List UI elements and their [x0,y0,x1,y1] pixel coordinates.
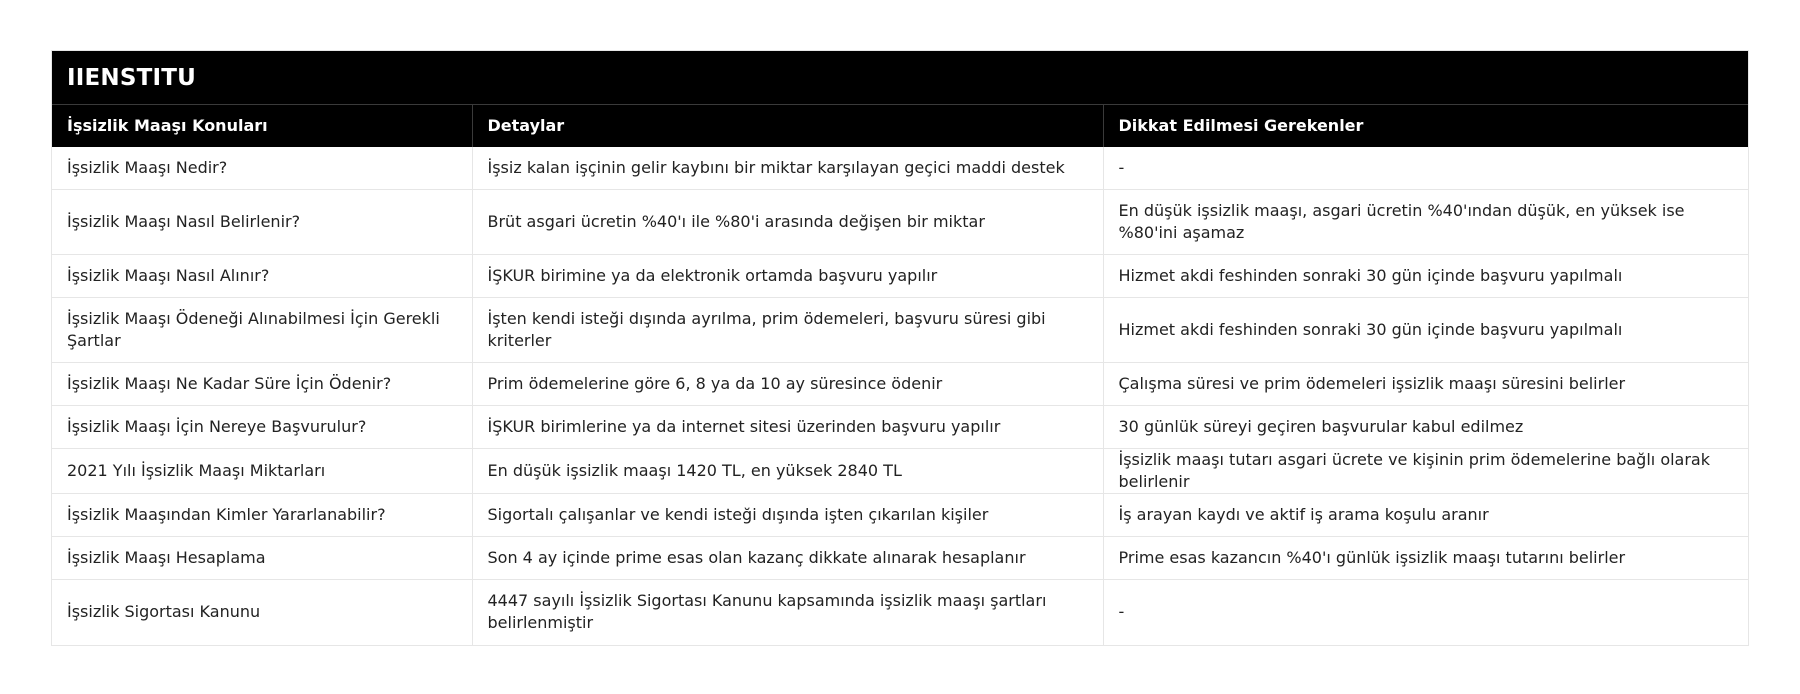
table-row [52,363,1748,406]
cell-detail: İŞKUR birimine ya da elektronik ortamda başvuru yapılır [472,255,1103,298]
cell-detail: Prim ödemelerine göre 6, 8 ya da 10 ay süresince ödenir [472,363,1103,406]
cell-topic: İşsizlik Maaşı Nedir? [52,147,472,190]
cell-note: Prime esas kazancın %40'ı günlük işsizlik maaşı tutarını belirler [1103,537,1748,580]
table-row [52,190,1748,255]
cell-note: İş arayan kaydı ve aktif iş arama koşulu aranır [1103,494,1748,537]
cell-detail: İşten kendi isteği dışında ayrılma, prim ödemeleri, başvuru süresi gibi kriterler [472,298,1103,363]
column-header-notes: Dikkat Edilmesi Gerekenler [1103,105,1748,147]
cell-detail: Brüt asgari ücretin %40'ı ile %80'i arasında değişen bir miktar [472,190,1103,255]
cell-detail: En düşük işsizlik maaşı 1420 TL, en yüksek 2840 TL [472,449,1103,494]
cell-detail: İşsiz kalan işçinin gelir kaybını bir miktar karşılayan geçici maddi destek [472,147,1103,190]
cell-detail: Son 4 ay içinde prime esas olan kazanç dikkate alınarak hesaplanır [472,537,1103,580]
cell-note: İşsizlik maaşı tutarı asgari ücrete ve kişinin prim ödemelerine bağlı olarak belirlenir [1103,449,1748,494]
cell-topic: İşsizlik Maaşı Nasıl Belirlenir? [52,190,472,255]
table-row [52,255,1748,298]
table-row [52,449,1748,494]
cell-topic: İşsizlik Maaşı İçin Nereye Başvurulur? [52,406,472,449]
cell-note: En düşük işsizlik maaşı, asgari ücretin %40'ından düşük, en yüksek ise %80'ini aşamaz [1103,190,1748,255]
cell-note: - [1118,602,1125,622]
cell-topic: İşsizlik Maaşı Ödeneği Alınabilmesi İçin Gerekli Şartlar [52,298,472,363]
cell-topic: İşsizlik Maaşı Ne Kadar Süre İçin Ödenir? [52,363,472,406]
cell-detail: 4447 sayılı İşsizlik Sigortası Kanunu kapsamında işsizlik maaşı şartları belirlenmiştir [472,580,1103,645]
table-row [52,494,1748,537]
cell-note: - [1103,147,1748,190]
column-header-topics: İşsizlik Maaşı Konuları [52,105,472,147]
table-row [52,298,1748,363]
cell-note: Hizmet akdi feshinden sonraki 30 gün içinde başvuru yapılmalı [1103,298,1748,363]
table-row [52,580,1748,645]
cell-topic: İşsizlik Sigortası Kanunu [52,580,472,645]
table-card [51,50,1749,646]
cell-note: Hizmet akdi feshinden sonraki 30 gün içinde başvuru yapılmalı [1103,255,1748,298]
table-row [52,147,1748,190]
cell-topic: 2021 Yılı İşsizlik Maaşı Miktarları [52,449,472,494]
table-row [52,537,1748,580]
header-row [52,105,1748,147]
cell-note: Çalışma süresi ve prim ödemeleri işsizlik maaşı süresini belirler [1103,363,1748,406]
cell-detail: İŞKUR birimlerine ya da internet sitesi üzerinden başvuru yapılır [472,406,1103,449]
cell-topic: İşsizlik Maaşı Hesaplama [52,537,472,580]
cell-detail: Sigortalı çalışanlar ve kendi isteği dışında işten çıkarılan kişiler [472,494,1103,537]
data-table [52,104,1748,645]
cell-note: 30 günlük süreyi geçiren başvurular kabul edilmez [1103,406,1748,449]
cell-topic: İşsizlik Maaşından Kimler Yararlanabilir? [52,494,472,537]
table-title: IIENSTITU [52,51,1748,104]
column-header-details: Detaylar [472,105,1103,147]
cell-topic: İşsizlik Maaşı Nasıl Alınır? [52,255,472,298]
table-row [52,406,1748,449]
